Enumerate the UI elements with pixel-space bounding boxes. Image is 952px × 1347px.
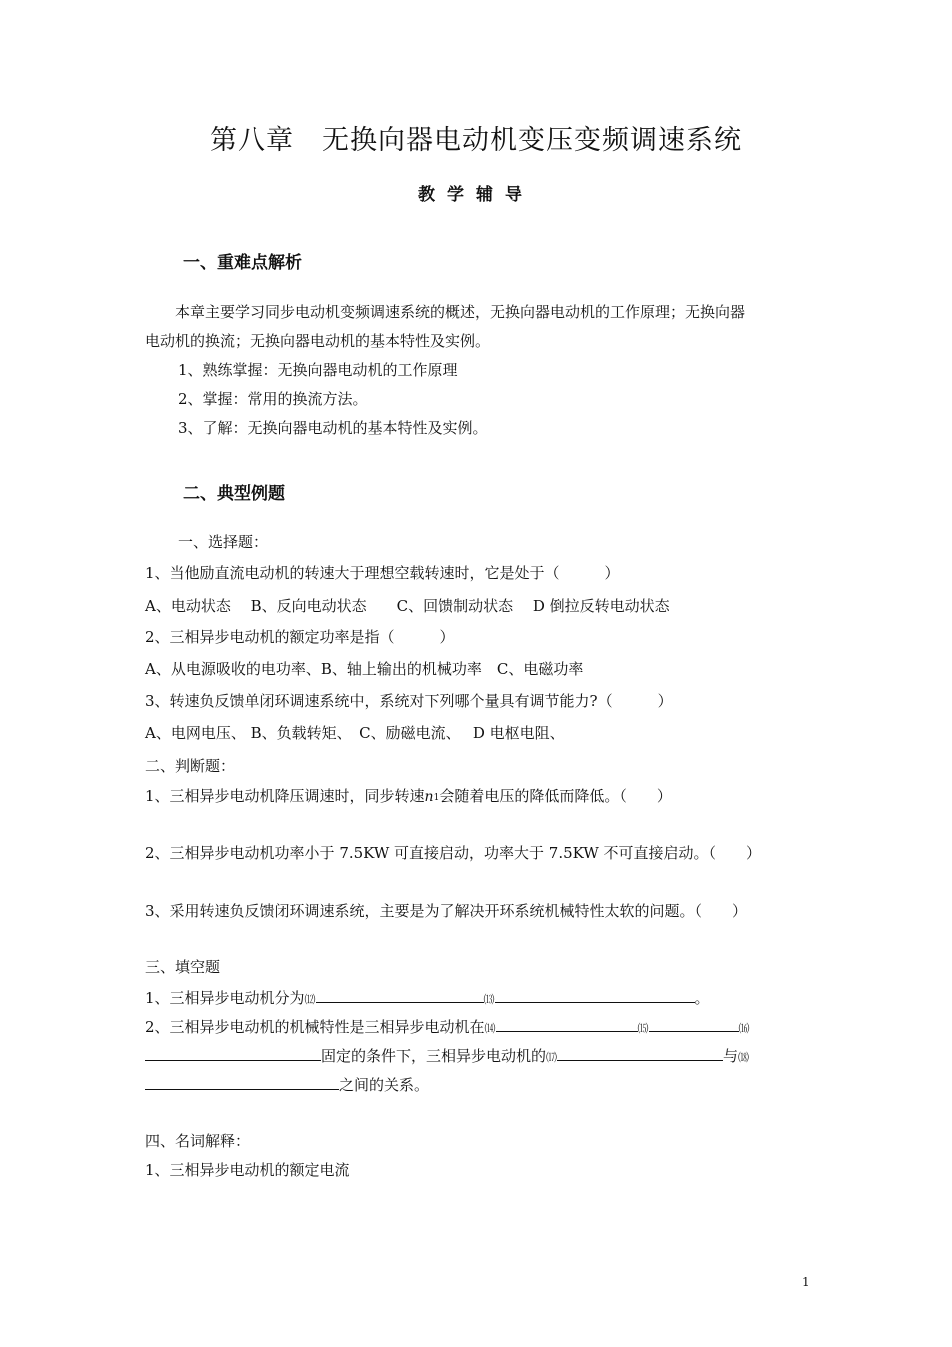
fill-text: 固定的条件下，三相异步电动机的 bbox=[321, 1047, 547, 1065]
fill-text: 2、三相异步电动机的机械特性是三相异步电动机在 bbox=[145, 1018, 485, 1036]
speed-symbol: n bbox=[424, 789, 434, 805]
question-text: 3、转速负反馈单闭环调速系统中，系统对下列哪个量具有调节能力?（ ） bbox=[145, 692, 673, 710]
learning-point: 2、掌握：常用的换流方法。 bbox=[178, 390, 368, 408]
blank-number: ⒀ bbox=[483, 993, 495, 1006]
judge-text: 1、三相异步电动机降压调速时，同步转速 bbox=[145, 787, 425, 805]
speed-subscript: 1 bbox=[433, 793, 440, 803]
answer-blank bbox=[557, 1044, 723, 1061]
learning-point: 3、了解：无换向器电动机的基本特性及实例。 bbox=[178, 419, 488, 437]
section-heading-key-points: 一、重难点解析 bbox=[183, 253, 302, 273]
fill-heading: 三、填空题 bbox=[145, 958, 221, 976]
question-options: A、从电源吸收的电功率、B、轴上输出的机械功率 C、电磁功率 bbox=[145, 660, 584, 678]
page-title: 第八章 无换向器电动机变压变频调速系统 bbox=[210, 125, 742, 156]
blank-number: ⒅ bbox=[738, 1051, 750, 1064]
blank-number: ⒃ bbox=[738, 1022, 750, 1035]
question-options: A、电网电压、 B、负载转矩、 C、励磁电流、 D 电枢电阻、 bbox=[145, 724, 565, 742]
fill-text: 1、三相异步电动机分为 bbox=[145, 989, 305, 1007]
fill-question bbox=[145, 1015, 750, 1037]
judge-question bbox=[145, 785, 672, 806]
answer-blank bbox=[649, 1015, 739, 1032]
answer-blank bbox=[496, 1015, 638, 1032]
blank-number: ⒄ bbox=[546, 1051, 558, 1064]
fill-question bbox=[145, 986, 710, 1008]
blank-number: ⒁ bbox=[484, 1022, 496, 1035]
term-question: 1、三相异步电动机的额定电流 bbox=[145, 1161, 350, 1179]
fill-text: 之间的关系。 bbox=[339, 1076, 430, 1094]
learning-point: 1、熟练掌握：无换向器电动机的工作原理 bbox=[178, 361, 458, 379]
answer-blank bbox=[145, 1073, 339, 1090]
answer-blank bbox=[316, 986, 484, 1003]
term-heading: 四、名词解释： bbox=[145, 1132, 251, 1150]
intro-paragraph-line1: 本章主要学习同步电动机变频调速系统的概述，无换向器电动机的工作原理；无换向器 bbox=[175, 303, 746, 321]
blank-number: ⒂ bbox=[637, 1022, 649, 1035]
page-number: 1 bbox=[802, 1275, 810, 1289]
fill-text: 与 bbox=[723, 1047, 739, 1065]
page-subtitle: 教学辅导 bbox=[418, 185, 534, 205]
judge-question: 3、采用转速负反馈闭环调速系统，主要是为了解决开环系统机械特性太软的问题。（ ） bbox=[145, 902, 748, 920]
question-text: 1、当他励直流电动机的转速大于理想空载转速时，它是处于（ ） bbox=[145, 564, 620, 582]
judge-question: 2、三相异步电动机功率小于 7.5KW 可直接启动，功率大于 7.5KW 不可直接启动。（ ） bbox=[145, 844, 762, 862]
blank-number: ⑿ bbox=[304, 993, 316, 1006]
judge-heading: 二、判断题： bbox=[145, 757, 236, 775]
question-text: 2、三相异步电动机的额定功率是指（ ） bbox=[145, 628, 455, 646]
answer-blank bbox=[495, 986, 695, 1003]
intro-paragraph-line2: 电动机的换流；无换向器电动机的基本特性及实例。 bbox=[145, 332, 491, 350]
fill-text: 。 bbox=[694, 989, 710, 1007]
choice-heading: 一、选择题： bbox=[178, 533, 269, 551]
section-heading-examples: 二、典型例题 bbox=[183, 484, 285, 504]
fill-question-continued bbox=[145, 1073, 429, 1095]
question-options: A、电动状态 B、反向电动状态 C、回馈制动状态 D 倒拉反转电动状态 bbox=[145, 597, 670, 615]
fill-question-continued bbox=[145, 1044, 749, 1066]
judge-text: 会随着电压的降低而降低。（ ） bbox=[439, 787, 672, 805]
answer-blank bbox=[145, 1044, 321, 1061]
